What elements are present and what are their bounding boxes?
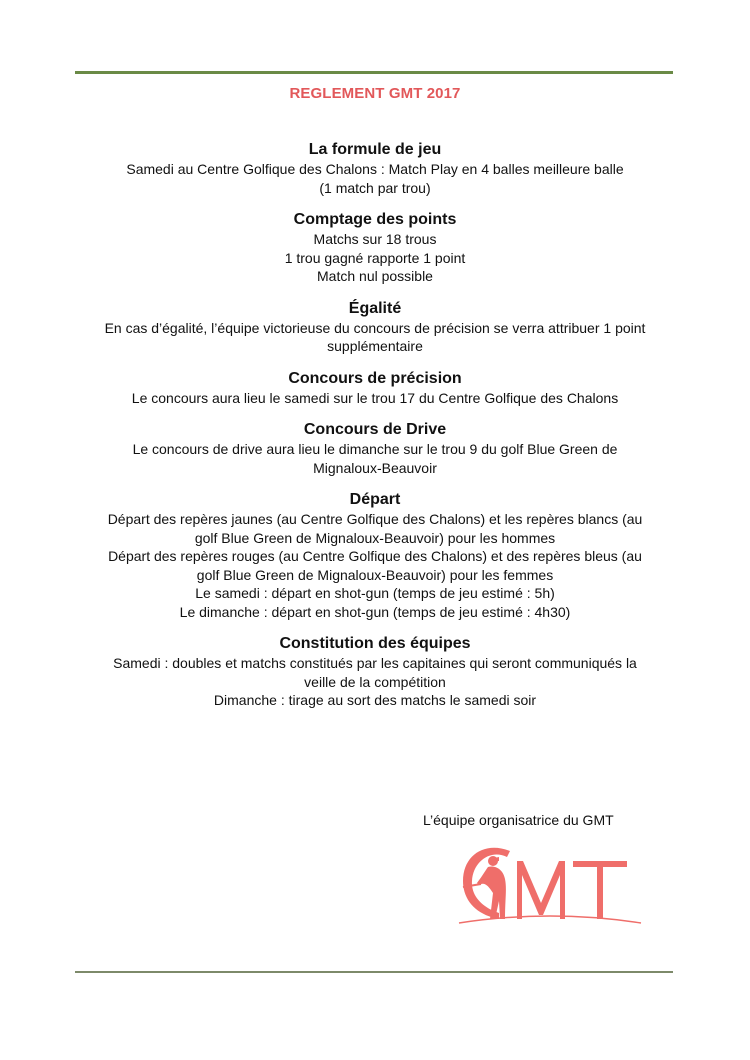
section-line: veille de la compétition: [304, 673, 446, 690]
section-heading: La formule de jeu: [308, 141, 442, 158]
bottom-divider: [75, 971, 673, 973]
section-constitution: [60, 634, 690, 710]
section-line: Samedi au Centre Golfique des Chalons : Match Play en 4 balles meilleure balle: [126, 161, 624, 177]
section-heading: Constitution des équipes: [279, 635, 471, 652]
section-line: golf Blue Green de Mignaloux-Beauvoir) pour les femmes: [196, 566, 554, 583]
golfer-logo-icon: [455, 843, 645, 928]
section-line: Match nul possible: [317, 268, 433, 284]
rules-content: [60, 140, 690, 723]
section-comptage: [60, 210, 690, 286]
section-line: Le concours aura lieu le samedi sur le trou 17 du Centre Golfique des Chalons: [131, 389, 619, 406]
section-precision: [60, 369, 690, 408]
section-line: Samedi : doubles et matchs constitués par les capitaines qui seront communiqués la: [113, 655, 637, 671]
section-formule: [60, 140, 690, 197]
section-heading: Concours de précision: [288, 369, 462, 387]
section-line: Le samedi : départ en shot-gun (temps de jeu estimé : 5h): [195, 585, 555, 601]
section-line: Dimanche : tirage au sort des matchs le samedi soir: [213, 692, 537, 708]
section-line: 1 trou gagné rapporte 1 point: [284, 249, 466, 266]
document-title: REGLEMENT GMT 2017: [289, 85, 461, 102]
section-line: Matchs sur 18 trous: [313, 231, 437, 247]
section-drive: [60, 420, 690, 477]
section-depart: [60, 490, 690, 621]
section-line: Le dimanche : départ en shot-gun (temps de jeu estimé : 4h30): [179, 603, 571, 620]
section-heading: Départ: [349, 491, 401, 508]
gmt-logo: [455, 843, 645, 928]
section-line: golf Blue Green de Mignaloux-Beauvoir) pour les hommes: [194, 529, 556, 546]
section-heading: Concours de Drive: [303, 421, 447, 438]
top-divider: [75, 71, 673, 74]
section-line: Départ des repères rouges (au Centre Golfique des Chalons) et des repères bleus (au: [108, 548, 642, 564]
section-egalite: [60, 299, 690, 356]
section-line: (1 match par trou): [319, 179, 431, 196]
section-line: supplémentaire: [327, 338, 423, 354]
section-heading: Égalité: [348, 299, 402, 317]
section-heading: Comptage des points: [293, 211, 457, 228]
signature: L’équipe organisatrice du GMT: [423, 812, 614, 828]
section-line: En cas d’égalité, l’équipe victorieuse du concours de précision se verra attribuer 1 point: [104, 319, 646, 336]
section-line: Le concours de drive aura lieu le dimanche sur le trou 9 du golf Blue Green de: [132, 441, 618, 457]
section-line: Départ des repères jaunes (au Centre Golfique des Chalons) et les repères blancs (au: [107, 511, 643, 527]
section-line: Mignaloux-Beauvoir: [313, 459, 437, 476]
